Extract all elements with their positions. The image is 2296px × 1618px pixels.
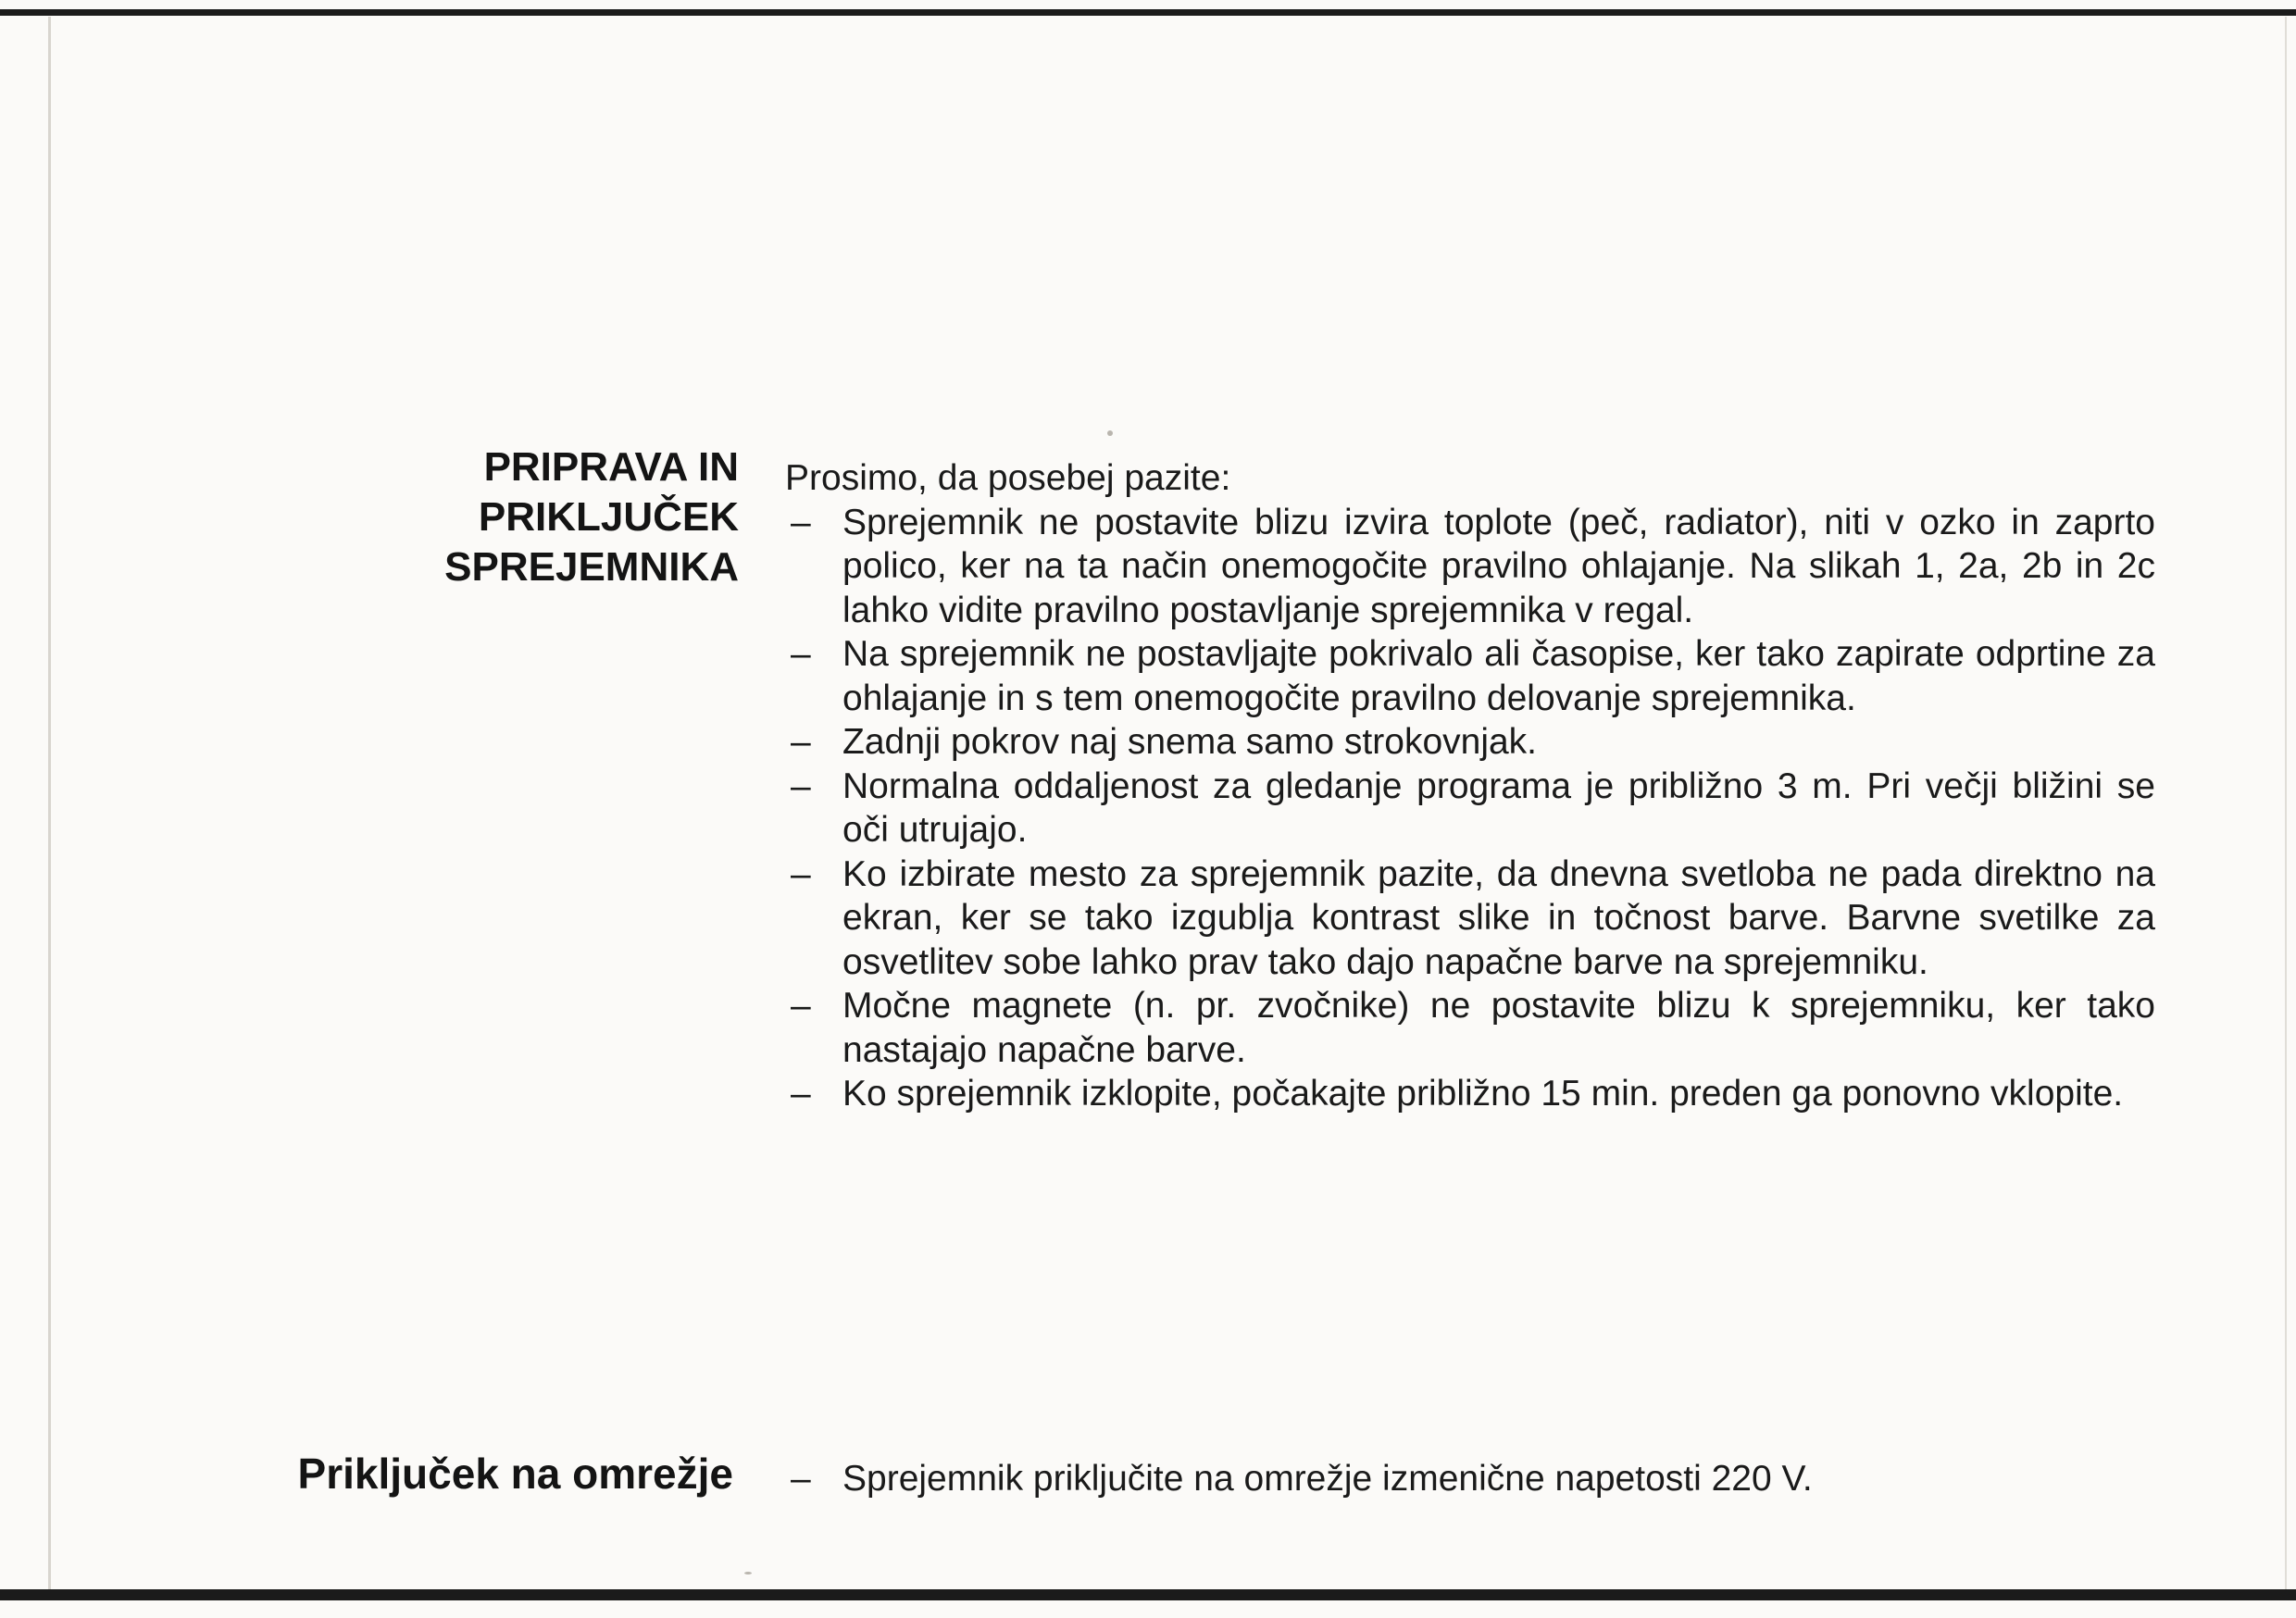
list-item-text: Močne magnete (n. pr. zvočnike) ne postavite blizu k sprejemniku, ker tako nastajajo napačne barve. [842,986,2155,1070]
list-item [785,765,2155,853]
list-item-text: Ko sprejemnik izklopite, počakajte približno 15 min. preden ga ponovno vklopite. [842,1074,2124,1114]
list-item [785,984,2155,1072]
section-heading [444,442,739,592]
dash-marker: – [791,1459,811,1499]
paper-speck [744,1572,752,1574]
list-item [785,1457,2155,1501]
dash-marker: – [791,1074,811,1114]
list-item-text: Na sprejemnik ne postavljajte pokrivalo ali časopise, ker tako zapirate odprtine za ohlajanje in s tem onemogočite pravilno delovanje sprejemnika. [842,634,2155,718]
sub-heading: Priključek na omrežje [297,1450,733,1498]
instruction-list [785,501,2155,1116]
dash-marker: – [791,765,811,806]
list-item-text: Sprejemnik ne postavite blizu izvira toplote (peč, radiator), niti v ozko in zaprto polico, ker na ta način onemogočite pravilno ohlajanje. Na slikah 1, 2a, 2b in 2c lahko vidite pravilno postavljanje sprejemnika v regal. [842,502,2155,630]
dash-marker: – [791,502,811,542]
sub-section-content [785,1457,2155,1501]
section-heading-line: PRIPRAVA IN [483,444,739,490]
list-item [785,720,2155,765]
dash-marker: – [791,853,811,894]
dash-marker: – [791,634,811,674]
dash-marker: – [791,722,811,762]
section-heading-line: PRIKLJUČEK [478,494,739,540]
list-item [785,501,2155,633]
bottom-rule [0,1589,2296,1600]
right-page-edge [2285,17,2287,1590]
list-item-text: Ko izbirate mesto za sprejemnik pazite, da dnevna svetloba ne pada direktno na ekran, ker se tako izgublja kontrast slike in točnost barve. Barvne svetilke za osvetlitev sobe lahko prav tako dajo napačne barve na sprejemniku. [842,853,2155,982]
list-item-text: Sprejemnik priključite na omrežje izmenične napetosti 220 V. [842,1459,1813,1499]
section-heading-line: SPREJEMNIKA [444,544,739,590]
list-item [785,1072,2155,1116]
paper-speck [1107,430,1113,436]
list-item-text: Zadnji pokrov naj snema samo strokovnjak. [842,722,1538,762]
dash-marker: – [791,986,811,1026]
top-rule [0,9,2296,16]
left-page-edge [48,17,51,1590]
section-content [785,456,2155,1116]
intro-text: Prosimo, da posebej pazite: [785,458,1231,498]
list-item [785,853,2155,985]
list-item-text: Normalna oddaljenost za gledanje programa je približno 3 m. Pri večji bližini se oči utrujajo. [842,765,2155,850]
list-item [785,632,2155,720]
